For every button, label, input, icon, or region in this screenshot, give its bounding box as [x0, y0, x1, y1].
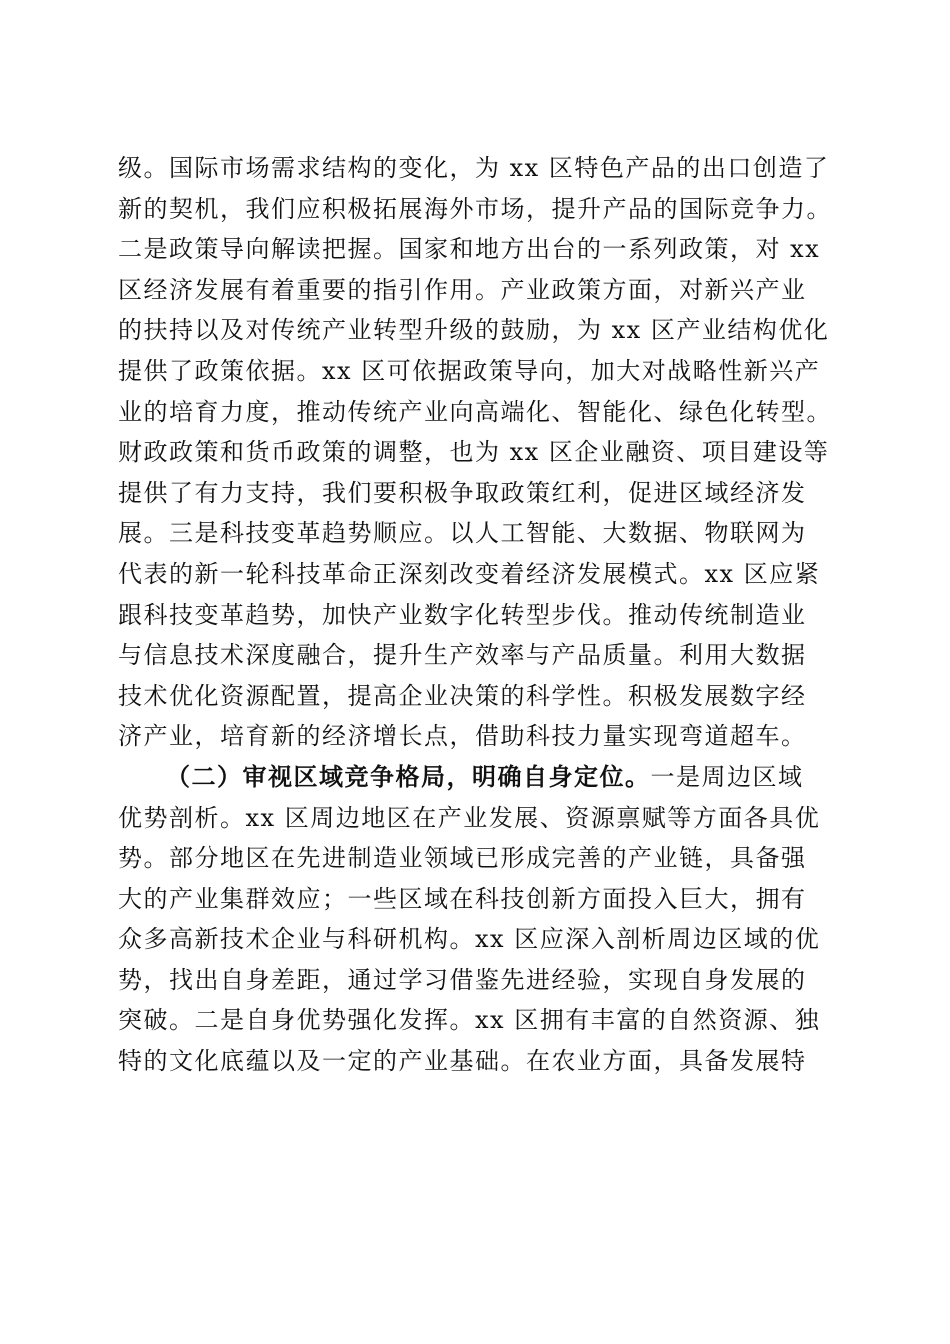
text-line: 济产业，培育新的经济增长点，借助科技力量实现弯道超车。 [118, 722, 807, 751]
text-line: 众多高新技术企业与科研机构。xx 区应深入剖析周边区域的优 [118, 925, 821, 954]
text-line: 突破。二是自身优势强化发挥。xx 区拥有丰富的自然资源、独 [118, 1006, 821, 1035]
text-fragment: 一是周边区域 [650, 762, 804, 791]
section-heading: （二）审视区域竞争格局，明确自身定位。 [166, 761, 651, 791]
text-line: 业的培育力度，推动传统产业向高端化、智能化、绿色化转型。 [118, 397, 832, 426]
text-line: 展。三是科技变革趋势顺应。以人工智能、大数据、物联网为 [118, 519, 807, 548]
text-line: 与信息技术深度融合，提升生产效率与产品质量。利用大数据 [118, 641, 807, 670]
text-line: 的扶持以及对传统产业转型升级的鼓励，为 xx 区产业结构优化 [118, 316, 830, 345]
text-line: 特的文化底蕴以及一定的产业基础。在农业方面，具备发展特 [118, 1047, 807, 1076]
text-line: 级。国际市场需求结构的变化，为 xx 区特色产品的出口创造了 [118, 154, 830, 182]
text-line: 代表的新一轮科技革命正深刻改变着经济发展模式。xx 区应紧 [118, 559, 821, 588]
document-body [118, 148, 838, 1082]
text-line: 区经济发展有着重要的指引作用。产业政策方面，对新兴产业 [118, 275, 807, 304]
text-line: 势，找出自身差距，通过学习借鉴先进经验，实现自身发展的 [118, 965, 807, 994]
text-line: 大的产业集群效应；一些区域在科技创新方面投入巨大，拥有 [118, 884, 807, 913]
text-line: 新的契机，我们应积极拓展海外市场，提升产品的国际竞争力。 [118, 194, 832, 223]
text-line: 提供了政策依据。xx 区可依据政策导向，加大对战略性新兴产 [118, 356, 821, 385]
text-line: 技术优化资源配置，提高企业决策的科学性。积极发展数字经 [118, 681, 807, 710]
text-line: 势。部分地区在先进制造业领域已形成完善的产业链，具备强 [118, 844, 807, 873]
text-line: 二是政策导向解读把握。国家和地方出台的一系列政策，对 xx [118, 235, 821, 264]
text-line: 财政政策和货币政策的调整，也为 xx 区企业融资、项目建设等 [118, 438, 830, 467]
text-line: 跟科技变革趋势，加快产业数字化转型步伐。推动传统制造业 [118, 600, 807, 629]
text-line: 优势剖析。xx 区周边地区在产业发展、资源禀赋等方面各具优 [118, 803, 821, 832]
text-line: 提供了有力支持，我们要积极争取政策红利，促进区域经济发 [118, 478, 807, 507]
section-heading-line [118, 757, 838, 798]
